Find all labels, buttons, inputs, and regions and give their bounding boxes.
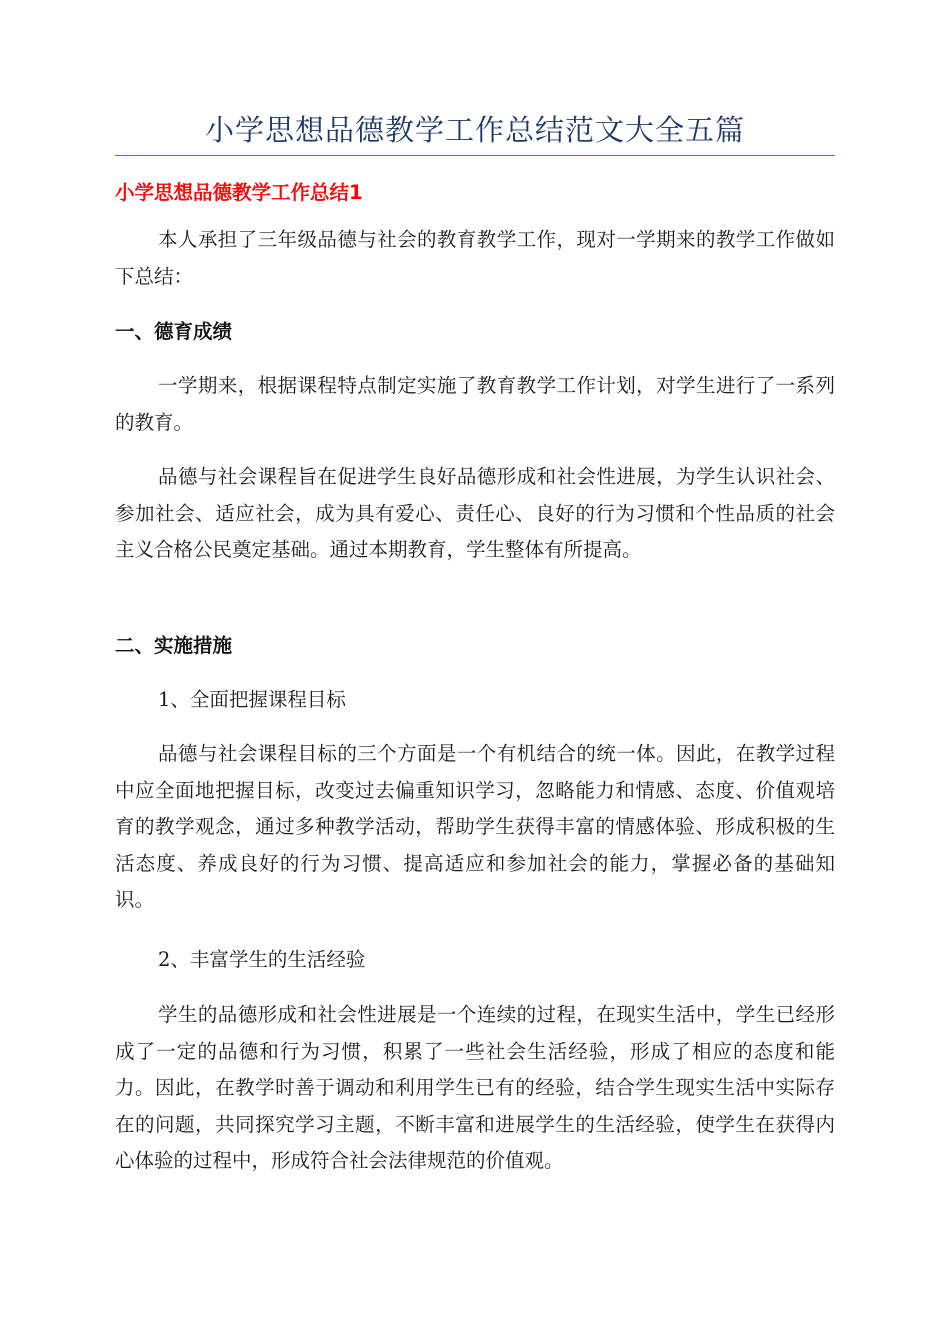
part2-paragraph-1: 品德与社会课程目标的三个方面是一个有机结合的统一体。因此，在教学过程中应全面地把握目标，改变过去偏重知识学习，忽略能力和情感、态度、价值观培育的教学观念，通过多种教学活动，帮助学生获得丰富的情感体验、形成积极的生活态度、养成良好的行为习惯、提高适应和参加社会的能力，掌握必备的基础知识。 (115, 742, 835, 911)
part2-item-2: 2、丰富学生的生活经验 (158, 948, 366, 971)
intro-paragraph: 本人承担了三年级品德与社会的教育教学工作，现对一学期来的教学工作做如下总结： (115, 228, 835, 288)
part2-paragraph-2: 学生的品德形成和社会性进展是一个连续的过程，在现实生活中，学生已经形成了一定的品德和行为习惯，积累了一些社会生活经验，形成了相应的态度和能力。因此，在教学时善于调动和利用学生已有的经验，结合学生现实生活中实际存在的问题，共同探究学习主题，不断丰富和进展学生的生活经验，使学生在获得内心体验的过程中，形成符合社会法律规范的价值观。 (115, 1003, 835, 1172)
section-heading: 小学思想品德教学工作总结1 (115, 181, 363, 204)
part1-paragraph-1: 一学期来，根据课程特点制定实施了教育教学工作计划，对学生进行了一系列的教育。 (115, 374, 835, 434)
document-title: 小学思想品德教学工作总结范文大全五篇 (204, 113, 745, 147)
part2-heading: 二、实施措施 (115, 634, 233, 657)
part1-paragraph-2: 品德与社会课程旨在促进学生良好品德形成和社会性进展，为学生认识社会、参加社会、适应社会，成为具有爱心、责任心、良好的行为习惯和个性品质的社会主义合格公民奠定基础。通过本期教育，学生整体有所提高。 (115, 465, 835, 561)
part1-heading: 一、德育成绩 (115, 320, 233, 343)
title-underline (115, 155, 835, 156)
part2-item-1: 1、全面把握课程目标 (158, 688, 346, 711)
